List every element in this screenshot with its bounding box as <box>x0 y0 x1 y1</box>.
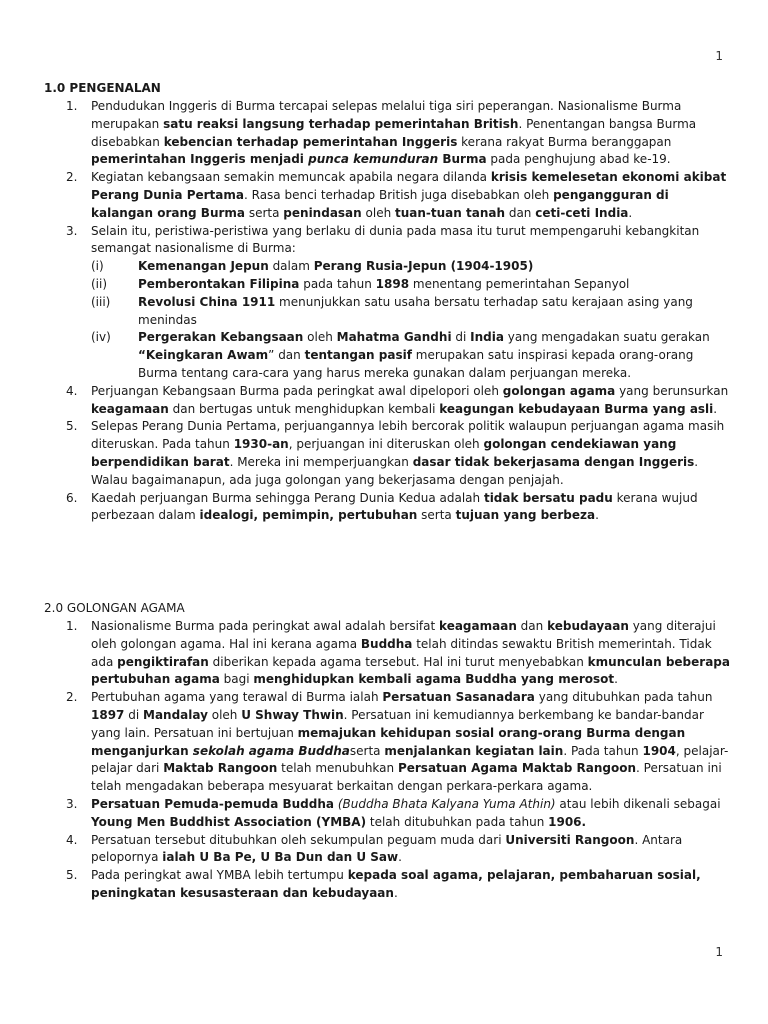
section-heading: 2.0 GOLONGAN AGAMA <box>44 601 185 615</box>
emphasis-text: keagamaan <box>91 401 169 416</box>
text-run: . Penentangan bangsa Burma disebabkan <box>91 116 697 149</box>
text-run: merupakan satu inspirasi kepada orang-orang Burma tentang cara-cara yang harus mereka gunakan dalam perjuangan mereka. <box>138 348 694 380</box>
roman-numeral: (iv) <box>91 330 111 345</box>
emphasis-text: pemerintahan Inggeris menjadi <box>91 152 309 167</box>
emphasis-text: Buddha <box>360 636 413 651</box>
numbered-list <box>44 98 734 525</box>
emphasis-text: tuan-tuan tanah <box>395 205 506 220</box>
text-run: pada penghujung abad ke-19. <box>486 152 671 167</box>
text-run: ” dan <box>268 348 305 363</box>
text-run: Selepas Perang Dunia Pertama, perjuangannya lebih bercorak politik walaupun perjuangan agama masih diteruskan. Pada tahun <box>91 419 725 452</box>
text-run: . Walau bagaimanapun, ada juga golongan yang bekerjasama dengan penjajah. <box>91 454 699 487</box>
roman-numeral: (iii) <box>91 294 111 309</box>
text-run: . <box>398 850 402 865</box>
emphasis-text: menghidupkan kembali agama Buddha yang merosot <box>253 672 615 687</box>
emphasis-text: 1898 <box>375 276 410 291</box>
item-number: 6. <box>66 490 78 505</box>
emphasis-text: keagamaan <box>439 619 517 633</box>
sublist-item <box>91 276 734 294</box>
emphasis-text: tidak bersatu padu <box>483 490 613 505</box>
text-run: atau lebih dikenali sebagai <box>555 796 721 811</box>
item-number: 2. <box>66 690 78 705</box>
item-number: 3. <box>66 223 78 238</box>
roman-numeral: (ii) <box>91 276 108 291</box>
item-text <box>91 384 728 416</box>
emphasis-text: penindasan <box>283 205 362 220</box>
emphasis-text: Persatuan Sasanadara <box>382 690 535 705</box>
text-run: Perjuangan Kebangsaan Burma pada peringkat awal dipelopori oleh <box>91 383 503 398</box>
sublist-item <box>91 258 734 276</box>
sublist-text <box>138 295 693 327</box>
emphasis-text: “Keingkaran Awam <box>138 348 269 363</box>
item-number: 1. <box>66 619 78 633</box>
sublist-text <box>138 259 533 273</box>
list-item <box>44 418 734 489</box>
emphasis-text: Pemberontakan Filipina <box>138 276 300 291</box>
page-number-bottom: 1 <box>715 945 723 959</box>
emphasis-text: pengiktirafan <box>117 654 209 669</box>
roman-sublist <box>91 258 734 383</box>
text-run: oleh <box>361 205 395 220</box>
emphasis-text: memajukan kehidupan sosial orang-orang Burma dengan menganjurkan <box>91 725 686 758</box>
text-run: serta <box>245 205 284 220</box>
emphasis-text: ceti-ceti India <box>535 205 629 220</box>
item-text <box>91 419 724 486</box>
numbered-list <box>44 618 734 903</box>
text-run: . <box>393 885 398 900</box>
list-item <box>44 618 734 689</box>
sublist-item <box>91 329 734 382</box>
text-run: yang berunsurkan <box>615 383 729 398</box>
emphasis-text: dasar tidak bekerjasama dengan Inggeris <box>412 454 695 469</box>
emphasis-text: Kemenangan Jepun <box>138 259 269 274</box>
list-item <box>44 383 734 419</box>
text-run: , pelajar-pelajar dari <box>91 743 729 776</box>
text-run: pada tahun <box>299 276 376 291</box>
emphasis-text: golongan agama <box>502 383 616 398</box>
text-run: , perjuangan ini diteruskan oleh <box>288 437 484 452</box>
text-run: Kegiatan kebangsaan semakin memuncak apabila negara dilanda <box>91 170 491 185</box>
text-run: . <box>628 205 633 220</box>
section-pengenalan <box>44 79 734 525</box>
emphasis-text: (Buddha Bhata Kalyana Yuma Athin) <box>337 796 556 811</box>
text-run: Selain itu, peristiwa-peristiwa yang berlaku di dunia pada masa itu turut mempengaruhi kebangkitan semangat nasionalisme di Burma: <box>91 223 700 256</box>
emphasis-text: pengangguran di kalangan orang Burma <box>91 187 669 220</box>
list-item <box>44 223 734 383</box>
text-run: . Mereka ini memperjuangkan <box>229 454 413 469</box>
text-run: Pertubuhan agama yang terawal di Burma ialah <box>91 690 383 705</box>
text-run: diberikan kepada agama tersebut. Hal ini turut menyebabkan <box>208 654 588 669</box>
text-run: yang mengadakan suatu gerakan <box>503 330 710 345</box>
emphasis-text: Universiti Rangoon <box>505 832 635 847</box>
item-number: 4. <box>66 832 78 847</box>
emphasis-text: Mandalay <box>143 707 208 722</box>
text-run: Pendudukan Inggeris di Burma tercapai selepas melalui tiga siri peperangan. Nasionalisme Burma merupakan <box>91 99 682 131</box>
emphasis-text: Persatuan Agama Maktab Rangoon <box>397 761 637 776</box>
text-run: serta <box>349 743 385 758</box>
text-run: . <box>713 401 718 416</box>
emphasis-text: 1897 <box>91 707 125 722</box>
text-run: Nasionalisme Burma pada peringkat awal adalah bersifat <box>91 619 440 633</box>
emphasis-text: kebudayaan <box>547 619 629 633</box>
text-run: dan <box>516 619 548 633</box>
item-text <box>91 690 728 793</box>
emphasis-text: menjalankan kegiatan lain <box>384 743 564 758</box>
emphasis-text: Revolusi China 1911 <box>138 294 276 309</box>
item-number: 5. <box>66 419 78 434</box>
text-run: . Antara pelopornya <box>91 832 683 865</box>
roman-numeral: (i) <box>91 259 104 274</box>
text-run: . Persatuan ini telah mengadakan beberapa mesyuarat berkaitan dengan perkara-perkara agama. <box>91 761 722 794</box>
emphasis-text: tentangan pasif <box>304 348 412 363</box>
text-run: . <box>595 508 599 523</box>
item-number: 1. <box>66 99 78 113</box>
list-item <box>44 490 734 526</box>
section-heading: 1.0 PENGENALAN <box>44 81 161 95</box>
emphasis-text: tujuan yang berbeza <box>455 508 596 523</box>
emphasis-text: 1930-an <box>233 437 289 452</box>
emphasis-text: keagungan kebudayaan Burma yang asli <box>439 401 714 416</box>
text-run: dan bertugas untuk menghidupkan kembali <box>168 401 440 416</box>
emphasis-text: Burma <box>438 152 487 167</box>
emphasis-text: ialah U Ba Pe, U Ba Dun dan U Saw <box>162 850 399 865</box>
emphasis-text: sekolah agama Buddha <box>192 743 350 758</box>
text-run: serta <box>417 508 456 523</box>
item-text <box>91 170 726 220</box>
text-run: yang ditubuhkan pada tahun <box>534 690 713 705</box>
text-run: menentang pemerintahan Sepanyol <box>409 276 630 291</box>
item-text <box>91 491 698 523</box>
text-run: . Pada tahun <box>563 743 643 758</box>
emphasis-text: golongan cendekiawan yang berpendidikan barat <box>91 437 677 469</box>
text-run: oleh <box>207 707 242 722</box>
emphasis-text: kebencian terhadap pemerintahan Inggeris <box>163 134 458 149</box>
emphasis-text: kepada soal agama, pelajaran, pembaharuan sosial, peningkatan kesusasteraan dan kebudayaan <box>91 868 701 900</box>
text-run: di <box>451 330 471 345</box>
emphasis-text: Mahatma Gandhi <box>336 330 452 345</box>
emphasis-text: satu reaksi langsung terhadap pemerintahan British <box>163 116 519 131</box>
text-run: di <box>124 707 143 722</box>
emphasis-text: Maktab Rangoon <box>163 761 278 776</box>
list-item <box>44 689 734 796</box>
text-run: Persatuan tersebut ditubuhkan oleh sekumpulan peguam muda dari <box>91 832 506 847</box>
emphasis-text: Persatuan Pemuda-pemuda Buddha <box>91 796 334 811</box>
text-run: Kaedah perjuangan Burma sehingga Perang Dunia Kedua adalah <box>91 490 484 505</box>
item-number: 2. <box>66 170 78 185</box>
text-run: telah menubuhkan <box>277 761 398 776</box>
sublist-item <box>91 294 734 330</box>
text-run: . <box>614 672 618 687</box>
item-text <box>91 868 701 900</box>
item-text <box>91 99 696 166</box>
emphasis-text: kmunculan beberapa pertubuhan agama <box>91 654 730 687</box>
text-run: telah ditindas sewaktu British memerintah. Tidak ada <box>91 636 712 669</box>
list-item <box>44 796 734 832</box>
list-item <box>44 98 734 169</box>
emphasis-text: Pergerakan Kebangsaan <box>138 330 304 345</box>
section-golongan-agama <box>44 599 734 903</box>
text-run: dalam <box>268 259 314 274</box>
text-run: . Rasa benci terhadap British juga disebabkan oleh <box>243 187 554 202</box>
item-number: 4. <box>66 383 78 398</box>
sublist-text <box>138 277 629 291</box>
emphasis-text: India <box>470 330 504 345</box>
text-run: kerana wujud perbezaan dalam <box>91 490 698 523</box>
list-item <box>44 832 734 868</box>
emphasis-text: krisis kemelesetan ekonomi akibat Perang Dunia Pertama <box>91 170 727 202</box>
item-text <box>91 797 721 829</box>
emphasis-text: punca kemunduran <box>308 152 439 167</box>
sublist-text <box>138 330 710 380</box>
page-number-top: 1 <box>715 49 723 63</box>
item-text <box>91 224 699 256</box>
item-number: 5. <box>66 868 78 883</box>
text-run: telah ditubuhkan pada tahun <box>366 814 549 829</box>
emphasis-text: 1906. <box>548 814 587 829</box>
emphasis-text: idealogi, pemimpin, pertubuhan <box>199 508 418 523</box>
item-number: 3. <box>66 796 78 811</box>
text-run: . Persatuan ini kemudiannya berkembang ke bandar-bandar yang lain. Persatuan ini bertujuan <box>91 707 704 740</box>
item-text <box>91 833 682 865</box>
text-run: yang diterajui oleh golongan agama. Hal ini kerana agama <box>91 619 716 651</box>
text-run: kerana rakyat Burma beranggapan <box>457 134 672 149</box>
list-item <box>44 867 734 903</box>
list-item <box>44 169 734 222</box>
emphasis-text: Young Men Buddhist Association (YMBA) <box>91 814 367 829</box>
text-run: bagi <box>219 672 254 687</box>
emphasis-text: 1904 <box>642 743 676 758</box>
text-run: Pada peringkat awal YMBA lebih tertumpu <box>91 868 348 883</box>
text-run: menunjukkan satu usaha bersatu terhadap satu kerajaan asing yang menindas <box>138 294 693 327</box>
text-run: oleh <box>303 330 337 345</box>
emphasis-text: U Shway Thwin <box>241 707 344 722</box>
item-text <box>91 619 730 686</box>
text-run: dan <box>505 205 536 220</box>
emphasis-text: Perang Rusia-Jepun (1904-1905) <box>313 259 534 274</box>
